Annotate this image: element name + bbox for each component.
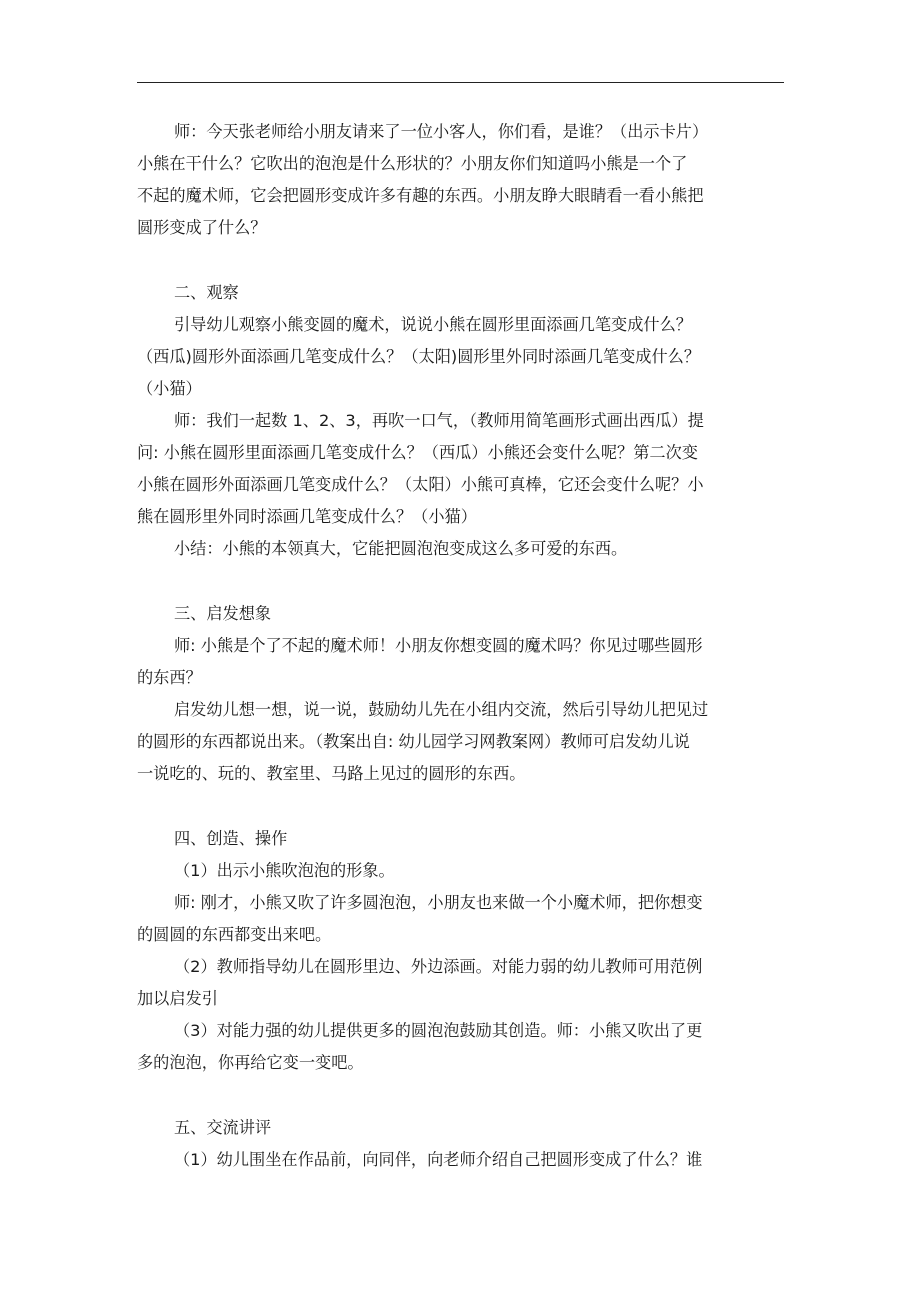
text-line: （1）出示小熊吹泡泡的形象。 xyxy=(174,861,395,880)
text-line: （2）教师指导幼儿在圆形里边、外边添画。对能力弱的幼儿教师可用范例 xyxy=(174,957,703,976)
text-line: 加以启发引 xyxy=(137,989,218,1008)
text-line: 引导幼儿观察小熊变圆的魔术，说说小熊在圆形里面添画几笔变成什么？ xyxy=(174,315,692,334)
intro-paragraph xyxy=(137,116,787,244)
text-line: 熊在圆形里外同时添画几笔变成什么？（小猫） xyxy=(137,507,477,526)
text-line: 师: 刚才，小熊又吹了许多圆泡泡，小朋友也来做一个小魔术师，把你想变 xyxy=(174,893,703,912)
text-line: 小结：小熊的本领真大，它能把圆泡泡变成这么多可爱的东西。 xyxy=(174,539,628,558)
text-line: 不起的魔术师，它会把圆形变成许多有趣的东西。小朋友睁大眼睛看一看小熊把 xyxy=(137,186,704,205)
text-line: 的圆圆的东西都变出来吧。 xyxy=(137,925,332,944)
section-review xyxy=(137,1112,787,1176)
text-line: （西瓜)圆形外面添画几笔变成什么？（太阳)圆形里外同时添画几笔变成什么？ xyxy=(137,347,701,366)
text-line: 师: 小熊是个了不起的魔术师！小朋友你想变圆的魔术吗？你见过哪些圆形 xyxy=(174,636,703,655)
text-line: 一说吃的、玩的、教室里、马路上见过的圆形的东西。 xyxy=(137,764,526,783)
section-heading: 二、观察 xyxy=(174,283,239,302)
text-line: （1）幼儿围坐在作品前，向同伴，向老师介绍自己把圆形变成了什么？谁 xyxy=(174,1150,703,1169)
text-line: 小熊在干什么？它吹出的泡泡是什么形状的？小朋友你们知道吗小熊是一个了 xyxy=(137,154,688,173)
section-observe xyxy=(137,277,787,565)
section-heading: 四、创造、操作 xyxy=(174,829,288,848)
text-line: 的圆形的东西都说出来。（教案出自: 幼儿园学习网教案网）教师可启发幼儿说 xyxy=(137,732,690,751)
text-line: 启发幼儿想一想，说一说，鼓励幼儿先在小组内交流，然后引导幼儿把见过 xyxy=(174,700,709,719)
header-rule xyxy=(137,82,784,83)
section-create xyxy=(137,823,787,1079)
section-imagination xyxy=(137,598,787,790)
section-heading: 三、启发想象 xyxy=(174,604,272,623)
document-body xyxy=(137,116,787,1176)
text-line: （小猫） xyxy=(137,379,202,398)
text-line: 多的泡泡，你再给它变一变吧。 xyxy=(137,1053,364,1072)
text-line: 小熊在圆形外面添画几笔变成什么？（太阳）小熊可真棒，它还会变什么呢？小 xyxy=(137,475,704,494)
text-line: （3）对能力强的幼儿提供更多的圆泡泡鼓励其创造。师：小熊又吹出了更 xyxy=(174,1021,703,1040)
section-heading: 五、交流讲评 xyxy=(174,1118,272,1137)
text-line: 师：今天张老师给小朋友请来了一位小客人，你们看，是谁？（出示卡片） xyxy=(174,122,709,141)
text-line: 问: 小熊在圆形里面添画几笔变成什么？（西瓜）小熊还会变什么呢？第二次变 xyxy=(137,443,698,462)
text-line: 圆形变成了什么？ xyxy=(137,218,267,237)
text-line: 的东西？ xyxy=(137,668,202,687)
text-line: 师：我们一起数 1、2、3，再吹一口气，（教师用简笔画形式画出西瓜）提 xyxy=(174,411,704,430)
